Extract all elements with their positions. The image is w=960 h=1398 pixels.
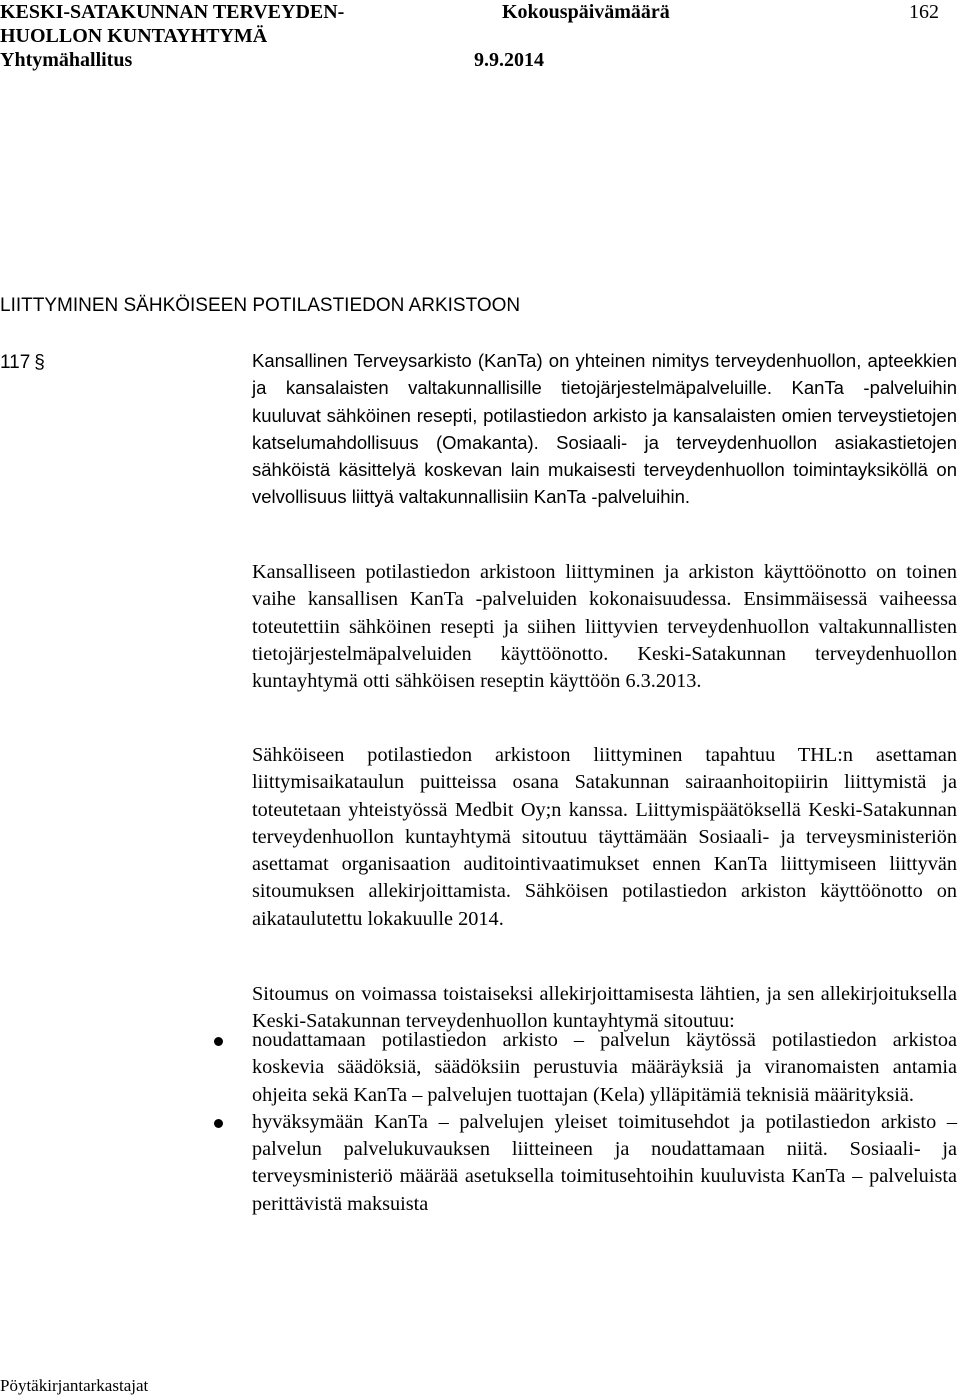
paragraph-1: Kansalliseen potilastiedon arkistoon liittyminen ja arkiston käyttöönotto on toinen vaihe kansallisen KanTa -palveluiden kokonaisuudessa. Ensimmäisessä vaiheessa toteutettiin sähköinen resepti ja siihen liittyvien terveydenhuollon valtakunnallisten tietojärjestelmäpalveluiden käyttöönotto. Keski-Satakunnan terveydenhuollon kuntayhtymä otti sähköisen reseptin käyttöön 6.3.2013. [252,561,957,693]
intro-paragraph: Kansallinen Terveysarkisto (KanTa) on yhteinen nimitys terveydenhuollon, apteekkien ja kansalaisten valtakunnallisille tietojärjestelmäpalveluille. KanTa -palveluihin kuuluvat sähköinen resepti, potilastiedon arkisto ja kansalaisten omien terveystietojen katselumahdollisuus (Omakanta). Sosiaali- ja terveydenhuollon asiakastietojen sähköistä käsittelyä koskevan lain mukaisesti terveydenhuollon toimintayksiköllä on velvollisuus liittyä valtakunnallisiin KanTa -palveluihin. [252,350,957,508]
bullet-icon [214,1119,223,1128]
bullet-text-2: hyväksymään KanTa – palvelujen yleiset toimitusehdot ja potilastiedon arkisto – palvelun palvelukuvauksen liitteineen ja noudattamaan niitä. Sosiaali- ja terveysministeriö määrää asetuksella toimitusehtoihin kuuluvista KanTa – palveluista perittävistä maksuista [252,1110,957,1215]
bullet-text-1: noudattamaan potilastiedon arkisto – palvelun käytössä potilastiedon arkistoa koskevia säädöksiä, säädöksiin perustuvia määräyksiä ja viranomaisten antamia ohjeita sekä KanTa – palvelujen tuottajan (Kela) ylläpitämiä teknisiä määrityksiä. [252,1029,957,1106]
section-number: 117 [0,352,31,373]
bullet-icon [214,1037,223,1046]
paragraph-2: Sähköiseen potilastiedon arkistoon liittyminen tapahtuu THL:n asettaman liittymisaikataulun puitteissa osana Satakunnan sairaanhoitopiirin liittymistä ja toteutetaan yhteistyössä Medbit Oy;n kanssa. Liittymispäätöksellä Keski-Satakunnan terveydenhuollon kuntayhtymä sitoutuu täyttämään Sosiaali- ja terveysministeriön asettamat organisaation auditointivaatimukset ennen KanTa liittymiseen liittyvän sitoumuksen allekirjoittamista. Sähköisen potilastiedon arkiston käyttöönotto on aikataulutettu lokakuulle 2014. [252,744,957,930]
header-date-label: Kokouspäivämäärä [502,1,670,23]
list-item [205,1109,957,1218]
bullet-list [205,1027,957,1218]
section-mark: § [34,352,45,373]
paragraph-block-2 [252,742,957,933]
header-meeting-date: 9.9.2014 [474,49,544,71]
intro-block [252,347,957,511]
header-org-line1: KESKI-SATAKUNNAN TERVEYDEN- [0,1,345,23]
section-heading [0,352,45,374]
header-page-number: 162 [909,1,939,23]
header-org-line2: HUOLLON KUNTAYHTYMÄ [0,25,268,47]
document-title: LIITTYMINEN SÄHKÖISEEN POTILASTIEDON ARKISTOON [0,295,521,316]
list-item [205,1027,957,1109]
header-body-name: Yhtymähallitus [0,49,133,71]
paragraph-3: Sitoumus on voimassa toistaiseksi allekirjoittamisesta lähtien, ja sen allekirjoituksella Keski-Satakunnan terveydenhuollon kuntayhtymä sitoutuu: [252,983,957,1033]
paragraph-block-1 [252,559,957,695]
footer-signatories: Pöytäkirjantarkastajat [0,1376,149,1395]
